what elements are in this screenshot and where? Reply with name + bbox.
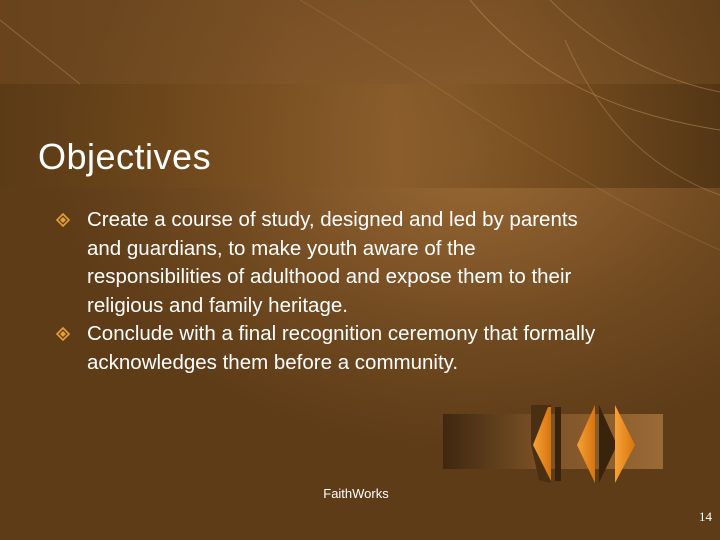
bullet-text: Create a course of study, designed and led by parents and guardians, to make youth aware of the responsibilities of adulthood and expose them to their religious and family heritage. xyxy=(87,208,578,317)
bullet-list xyxy=(56,206,596,378)
diamond-bullet-icon xyxy=(56,213,70,227)
arrow-shapes-icon xyxy=(443,405,663,483)
diamond-bullet-icon xyxy=(56,327,70,341)
bullet-item xyxy=(56,206,596,320)
slide-title: Objectives xyxy=(38,136,212,177)
bullet-item xyxy=(56,320,596,377)
footer-text: FaithWorks xyxy=(323,486,389,501)
page-number: 14 xyxy=(699,509,712,524)
bullet-text: Conclude with a final recognition ceremony that formally acknowledges them before a community. xyxy=(87,322,596,374)
